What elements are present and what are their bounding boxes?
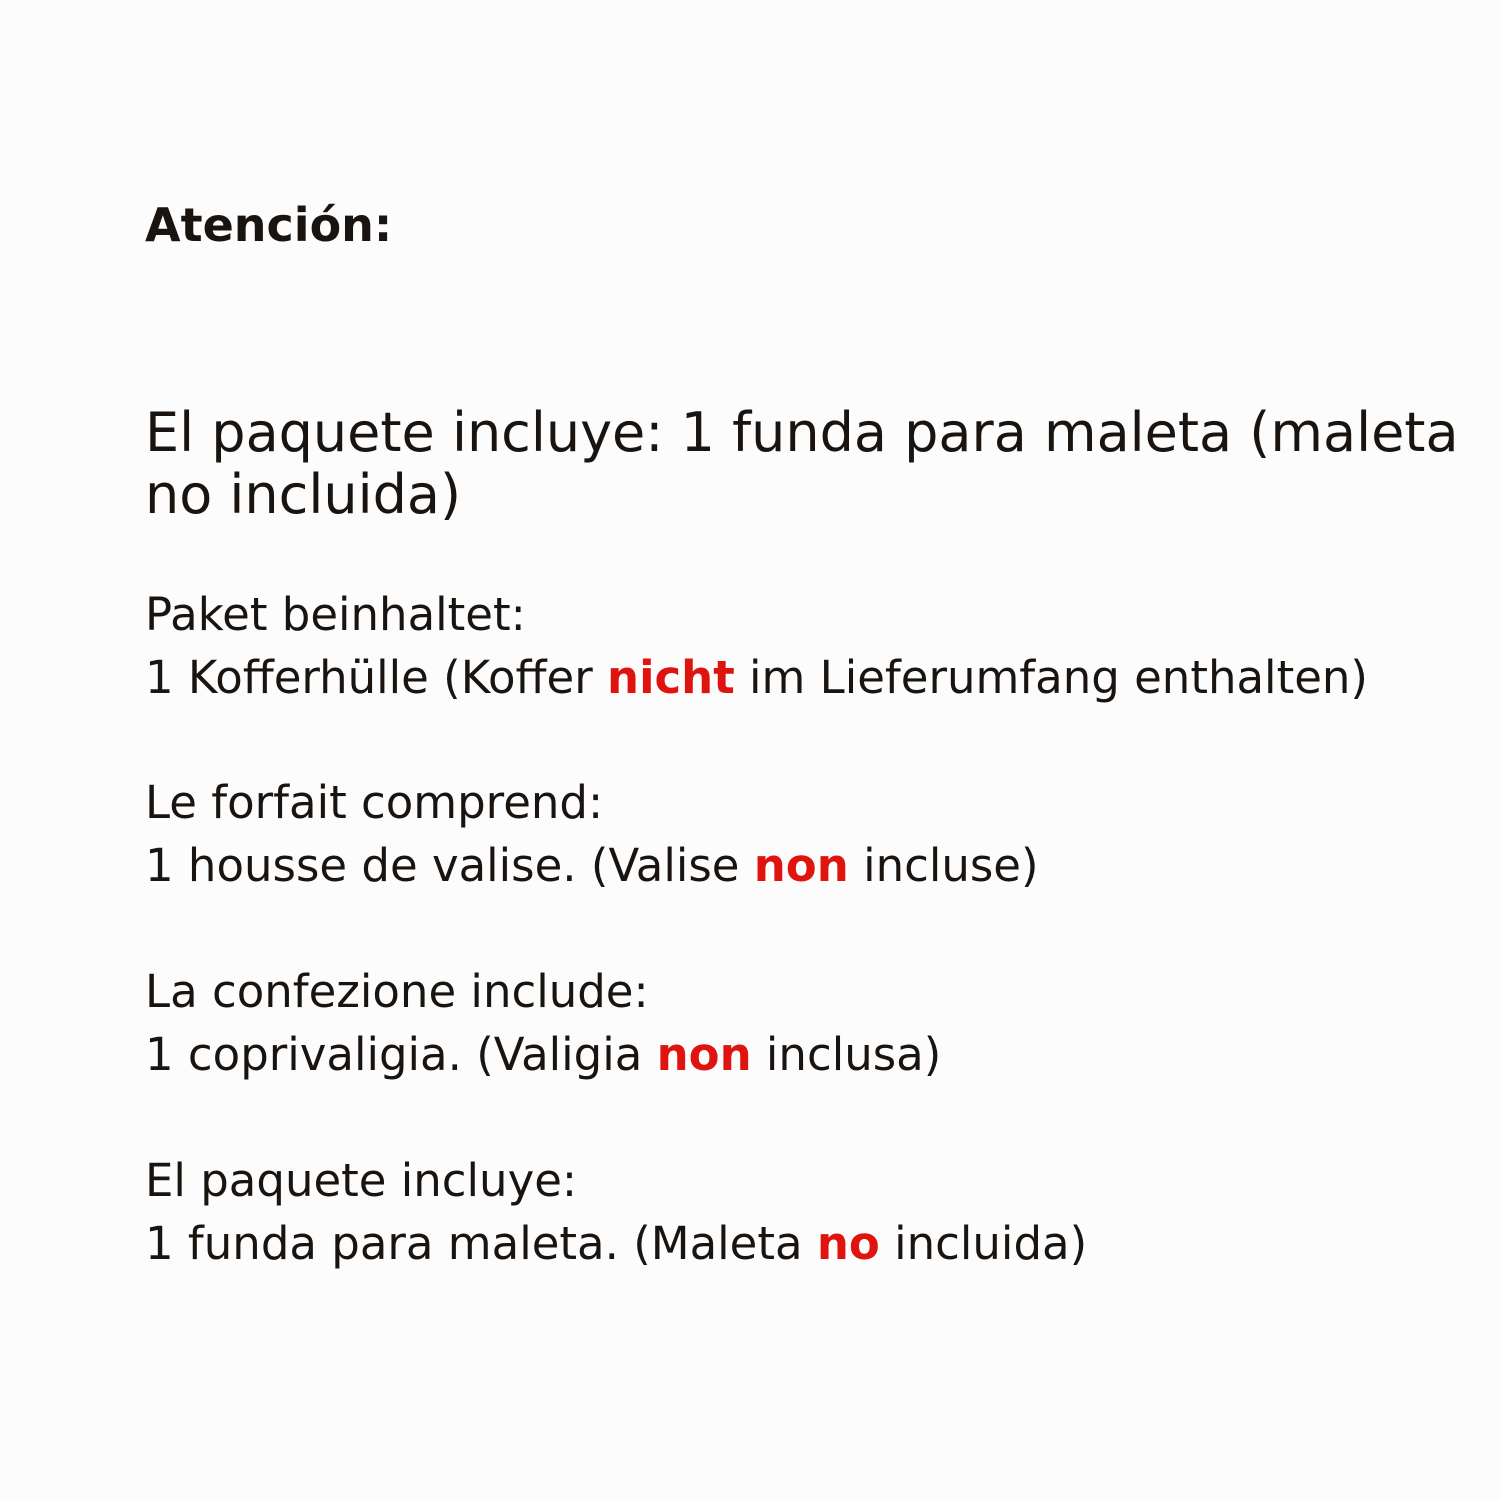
- block-heading: Le forfait comprend:: [145, 776, 604, 829]
- emphasis-text: no: [816, 1217, 880, 1270]
- content-text: 1 housse de valise. (Valise: [145, 839, 754, 892]
- content-text: 1 funda para maleta. (Maleta: [145, 1217, 817, 1270]
- package-block-german: [145, 583, 1368, 709]
- block-heading: El paquete incluye:: [145, 1154, 578, 1207]
- content-text: im Lieferumfang enthalten): [734, 651, 1368, 704]
- intro-paragraph: [145, 402, 1485, 526]
- intro-line-1: El paquete incluye: 1 funda para maleta (maleta: [145, 401, 1459, 464]
- package-block-italian: [145, 960, 941, 1086]
- package-block-french: [145, 771, 1039, 897]
- package-block-spanish: [145, 1149, 1087, 1275]
- intro-line-2: no incluida): [145, 463, 462, 526]
- block-content: [145, 834, 1039, 897]
- block-heading: Paket beinhaltet:: [145, 588, 526, 641]
- page-title: Atención:: [145, 198, 393, 252]
- content-text: 1 Kofferhülle (Koffer: [145, 651, 608, 704]
- emphasis-text: non: [656, 1028, 752, 1081]
- block-content: [145, 1023, 941, 1086]
- block-heading: La confezione include:: [145, 965, 649, 1018]
- block-content: [145, 646, 1368, 709]
- block-content: [145, 1212, 1087, 1275]
- emphasis-text: non: [753, 839, 849, 892]
- content-text: 1 coprivaligia. (Valigia: [145, 1028, 657, 1081]
- content-text: inclusa): [751, 1028, 942, 1081]
- content-text: incluida): [879, 1217, 1088, 1270]
- content-text: incluse): [848, 839, 1039, 892]
- emphasis-text: nicht: [607, 651, 735, 704]
